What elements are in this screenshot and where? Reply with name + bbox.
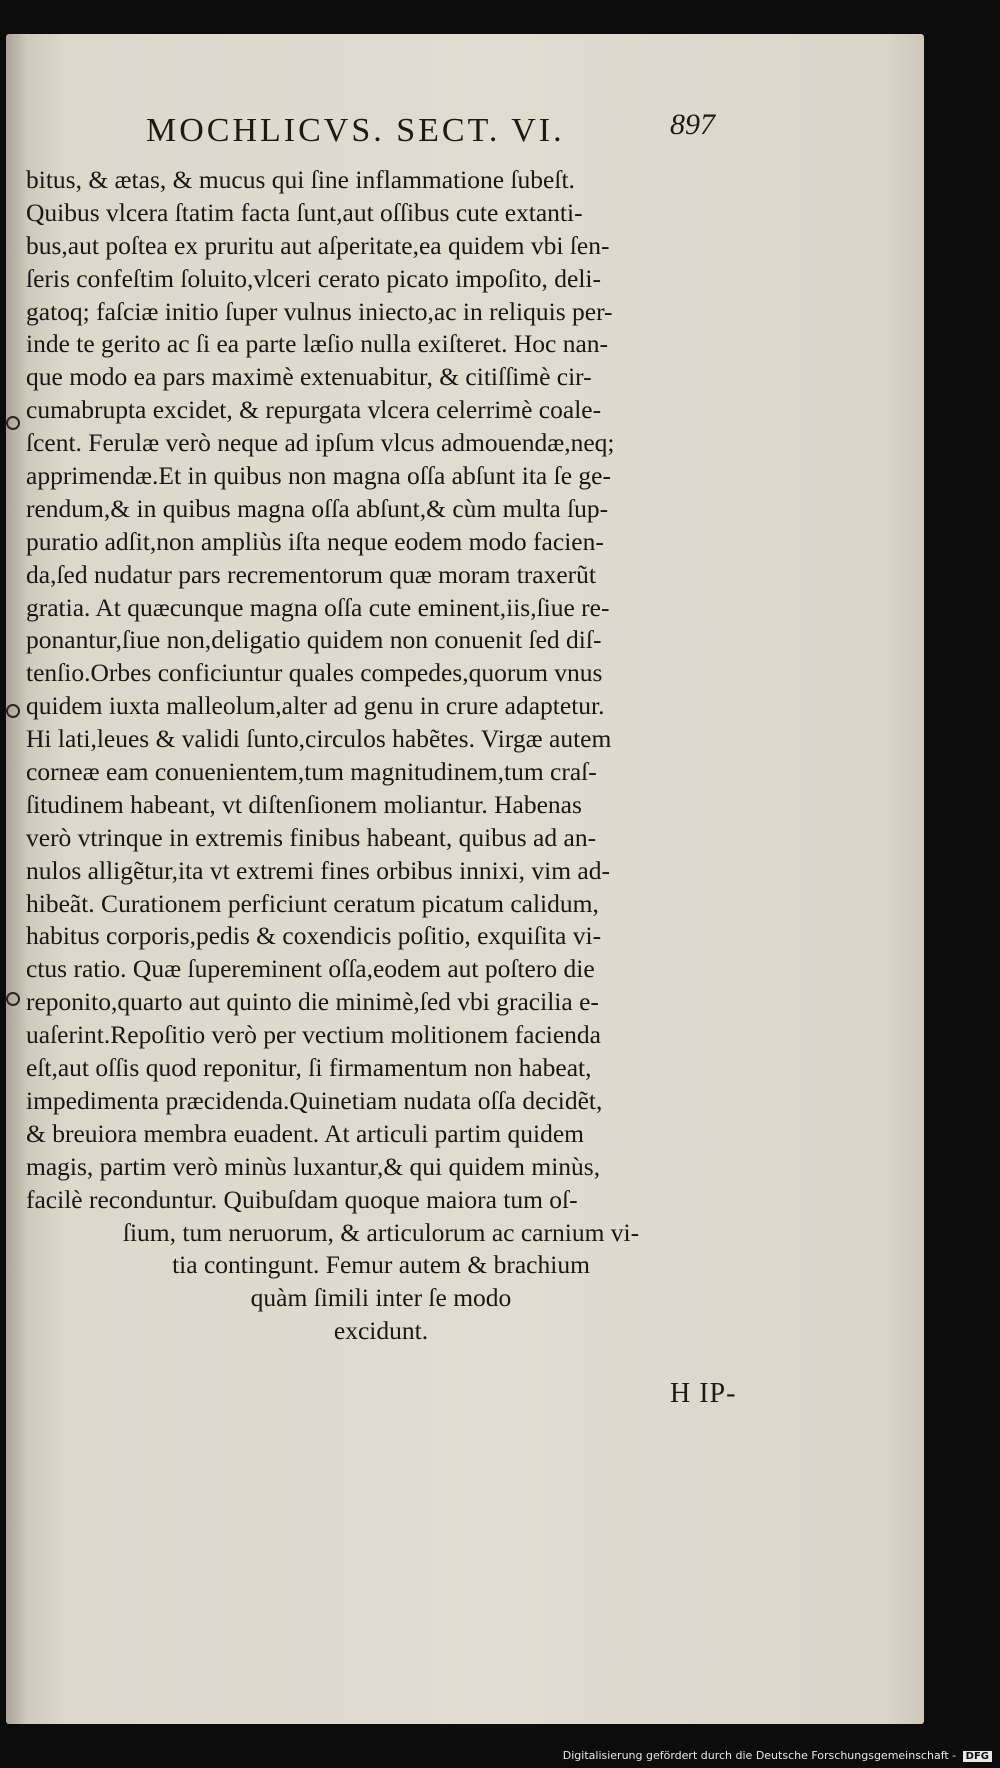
- running-title: MOCHLICVS. SECT. VI.: [146, 112, 565, 149]
- text-line: quàm ſimili inter ſe modo: [250, 1283, 512, 1313]
- text-line: gatoq; faſciæ initio ſuper vulnus iniecto,ac in reliquis per-: [26, 296, 613, 326]
- text-line: verò vtrinque in extremis finibus habeant, quibus ad an-: [26, 822, 597, 852]
- text-line: tia contingunt. Femur autem & brachium: [172, 1250, 590, 1280]
- text-line: & breuiora membra euadent. At articuli partim quidem: [26, 1118, 584, 1148]
- text-line: bitus, & ætas, & mucus qui ſine inflammatione ſubeſt.: [26, 165, 575, 194]
- text-line: uaſerint.Repoſitio verò per vectium molitionem facienda: [26, 1020, 601, 1050]
- text-line: habitus corporis,pedis & coxendicis poſitio, exquiſita vi-: [26, 921, 602, 951]
- gutter-mark-icon: [6, 416, 20, 430]
- text-line: nulos alligẽtur,ita vt extremi fines orbibus innixi, vim ad-: [26, 855, 610, 885]
- digitization-credit: [563, 1749, 992, 1762]
- text-line: tenſio.Orbes conficiuntur quales compedes,quorum vnus: [26, 658, 603, 688]
- text-line: apprimendæ.Et in quibus non magna oſſa abſunt ita ſe ge-: [26, 461, 611, 491]
- text-line: inde te gerito ac ſi ea parte læſio nulla exiſteret. Hoc nan-: [26, 329, 609, 359]
- text-line: ſium, tum neruorum, & articulorum ac carnium vi-: [122, 1217, 640, 1247]
- text-line: ſeris confeſtim ſoluito,vlceri cerato picato impoſito, deli-: [26, 263, 601, 293]
- text-line: Quibus vlcera ſtatim facta ſunt,aut oſſibus cute extanti-: [26, 197, 583, 227]
- text-line: ſcent. Ferulæ verò neque ad ipſum vlcus admouendæ,neq;: [26, 428, 615, 458]
- credit-text: Digitalisierung gefördert durch die Deutsche Forschungsgemeinschaft -: [562, 1749, 957, 1762]
- gutter-mark-icon: [6, 992, 20, 1006]
- text-line: cumabrupta excidet, & repurgata vlcera celerrimè coale-: [26, 395, 602, 425]
- text-line: da,ſed nudatur pars recrementorum quæ moram traxerũt: [26, 559, 597, 589]
- text-line: bus,aut poſtea ex pruritu aut aſperitate,ea quidem vbi ſen-: [26, 230, 610, 260]
- text-line: corneæ eam conuenientem,tum magnitudinem,tum craſ-: [26, 757, 597, 787]
- text-line: quidem iuxta malleolum,alter ad genu in crure adaptetur.: [26, 691, 605, 721]
- text-line: reponito,quarto aut quinto die minimè,ſed vbi gracilia e-: [26, 987, 599, 1017]
- gutter-mark-icon: [6, 704, 20, 718]
- text-line: que modo ea pars maximè extenuabitur, & citiſſimè cir-: [26, 362, 592, 392]
- text-line: Hi lati,leues & validi ſunto,circulos habẽtes. Virgæ autem: [26, 724, 612, 754]
- catchword: H IP-: [670, 1378, 737, 1409]
- text-line: ſitudinem habeant, vt diſtenſionem moliantur. Habenas: [26, 789, 582, 819]
- text-line: eſt,aut oſſis quod reponitur, ſi firmamentum non habeat,: [26, 1053, 592, 1083]
- page-number: 897: [670, 108, 715, 141]
- text-line: facilè reconduntur. Quibuſdam quoque maiora tum oſ-: [26, 1184, 578, 1214]
- text-line: puratio adſit,non ampliùs iſta neque eodem modo facien-: [26, 526, 604, 556]
- body-text: [26, 164, 736, 1348]
- dfg-logo-icon: DFG: [963, 1751, 992, 1762]
- text-line: excidunt.: [333, 1316, 429, 1346]
- text-line: hibeãt. Curationem perficiunt ceratum picatum calidum,: [26, 888, 599, 918]
- text-line: rendum,& in quibus magna oſſa abſunt,& cùm multa ſup-: [26, 493, 609, 523]
- text-line: ctus ratio. Quæ ſupereminent oſſa,eodem aut poſtero die: [26, 954, 595, 984]
- text-line: magis, partim verò minùs luxantur,& qui quidem minùs,: [26, 1151, 601, 1181]
- text-line: gratia. At quæcunque magna oſſa cute eminent,iis,ſiue re-: [26, 592, 610, 622]
- text-line: ponantur,ſiue non,deligatio quidem non conuenit ſed diſ-: [26, 625, 602, 655]
- text-line: impedimenta præcidenda.Quinetiam nudata oſſa decidẽt,: [26, 1085, 603, 1115]
